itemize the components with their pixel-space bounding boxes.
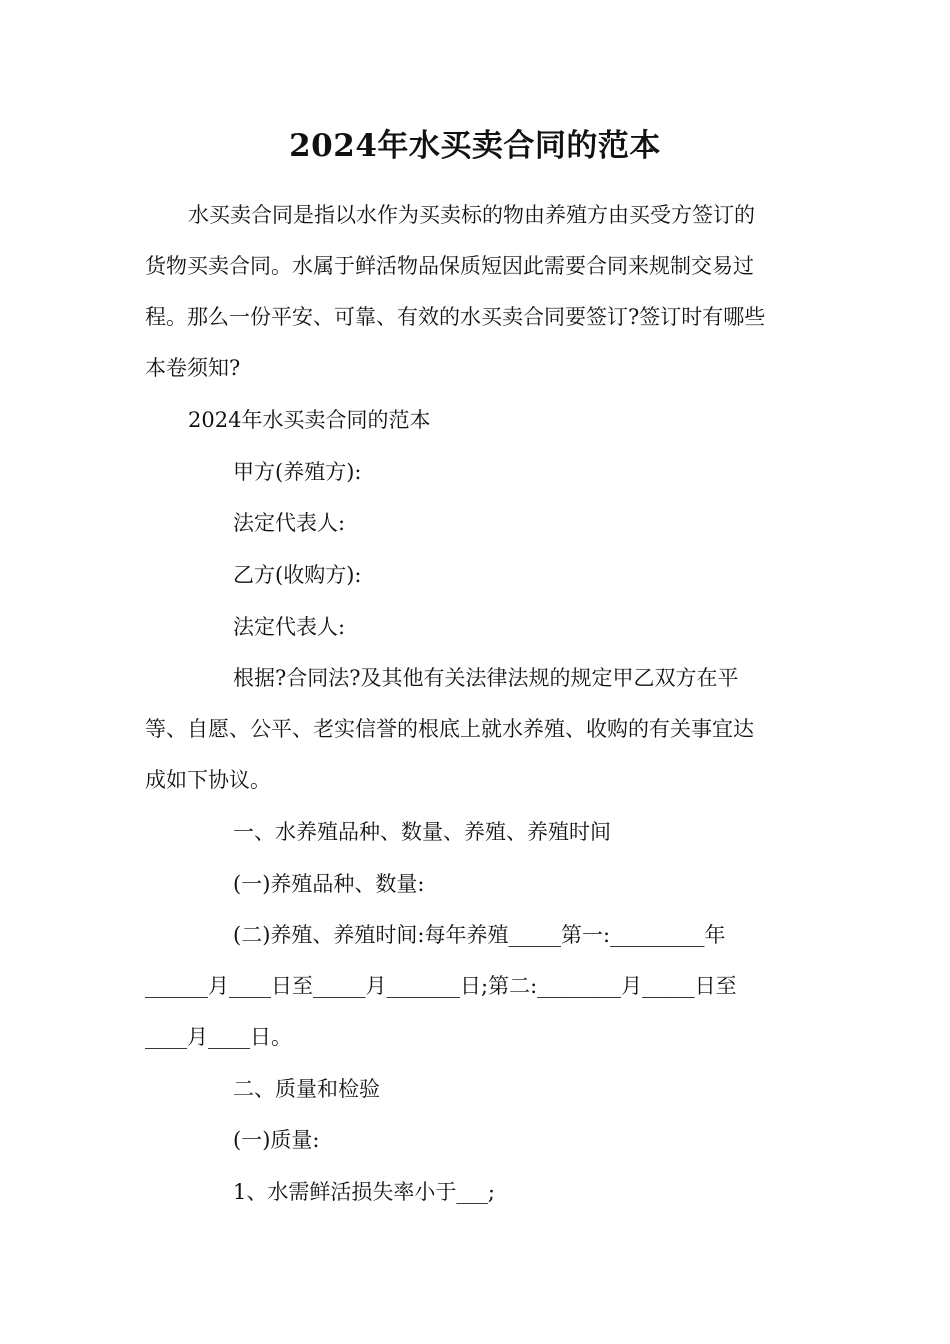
intro-line-4: 本卷须知? <box>145 356 241 380</box>
party-b-representative: 法定代表人: <box>233 615 346 639</box>
section1-item1: (一)养殖品种、数量: <box>233 872 425 896</box>
section1-item2-line-2: ______月____日至_____月_______日;第二:________月_____日至 <box>145 974 737 998</box>
document-title: 2024年水买卖合同的范本 <box>289 128 661 164</box>
party-a-representative: 法定代表人: <box>233 511 346 535</box>
party-b: 乙方(收购方): <box>233 563 362 587</box>
intro-line-2: 货物买卖合同。水属于鲜活物品保质短因此需要合同来规制交易过 <box>145 254 754 278</box>
section1-heading: 一、水养殖品种、数量、养殖、养殖时间 <box>233 820 611 844</box>
intro-line-3: 程。那么一份平安、可靠、有效的水买卖合同要签订?签订时有哪些 <box>145 305 766 329</box>
basis-line-3: 成如下协议。 <box>145 768 271 792</box>
section2-heading: 二、质量和检验 <box>233 1077 380 1101</box>
section1-item2-line-1: (二)养殖、养殖时间:每年养殖_____第一:_________年 <box>233 923 726 947</box>
basis-line-2: 等、自愿、公平、老实信誉的根底上就水养殖、收购的有关事宜达 <box>145 717 754 741</box>
section1-item2-line-3: ____月____日。 <box>145 1025 292 1049</box>
subtitle: 2024年水买卖合同的范本 <box>188 408 431 432</box>
intro-line-1: 水买卖合同是指以水作为买卖标的物由养殖方由买受方签订的 <box>188 203 755 227</box>
basis-line-1: 根据?合同法?及其他有关法律法规的规定甲乙双方在平 <box>233 666 739 690</box>
section2-item1: (一)质量: <box>233 1128 320 1152</box>
section2-item1-1: 1、水需鲜活损失率小于___; <box>233 1180 495 1204</box>
party-a: 甲方(养殖方): <box>233 460 362 484</box>
